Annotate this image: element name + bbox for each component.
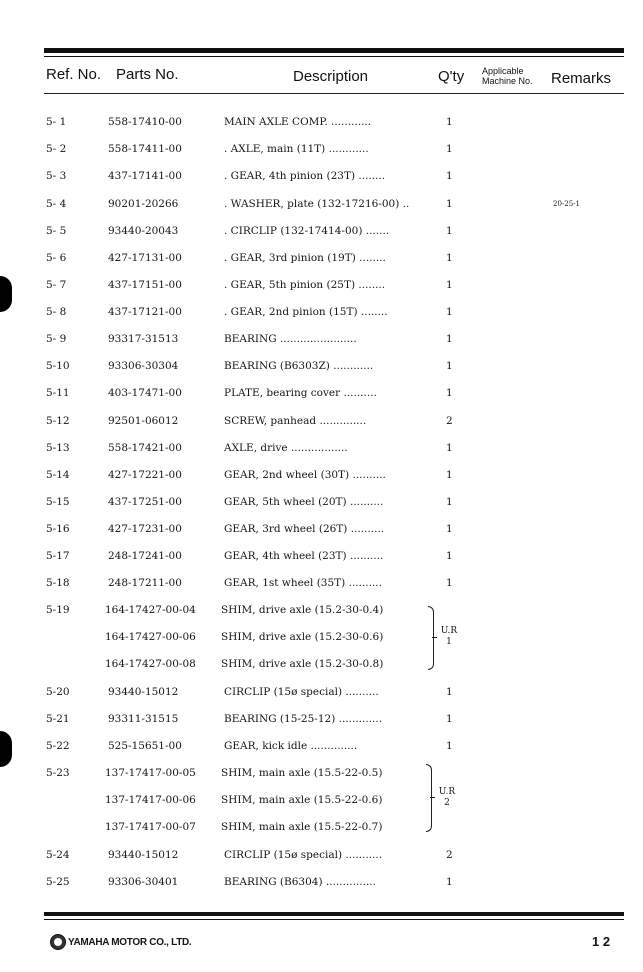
- ref-no-cell: 5- 1: [46, 116, 67, 128]
- ref-no-cell: 5-17: [46, 550, 70, 562]
- parts-no-cell: 164-17427-00-04: [105, 604, 196, 616]
- parts-no-cell: 437-17121-00: [108, 306, 182, 318]
- description-cell: PLATE, bearing cover ..........: [224, 387, 377, 399]
- ref-no-cell: 5- 3: [46, 170, 67, 182]
- description-cell: GEAR, 4th wheel (23T) ..........: [224, 550, 384, 562]
- shim-group-label-1: [438, 626, 460, 648]
- parts-no-cell: 93306-30401: [108, 876, 179, 888]
- qty-cell: 1: [446, 225, 453, 237]
- shim-group-bracket-2-tip: [430, 797, 435, 798]
- description-cell: BEARING (B6304) ...............: [224, 876, 376, 888]
- parts-no-cell: 164-17427-00-08: [105, 658, 196, 670]
- description-cell: GEAR, 3rd wheel (26T) ..........: [224, 523, 385, 535]
- description-cell: BEARING .......................: [224, 333, 357, 345]
- qty-cell: 1: [446, 279, 453, 291]
- description-cell: SHIM, drive axle (15.2-30-0.4): [221, 604, 384, 616]
- qty-cell: 1: [446, 442, 453, 454]
- column-header-description: Description: [293, 68, 369, 85]
- ref-no-cell: 5-15: [46, 496, 70, 508]
- qty-cell: 1: [446, 876, 453, 888]
- header-rule: [44, 93, 624, 94]
- table-row: [0, 765, 643, 781]
- table-row: [0, 548, 643, 564]
- parts-no-cell: 558-17410-00: [108, 116, 182, 128]
- description-cell: BEARING (15-25-12) .............: [224, 713, 383, 725]
- description-cell: AXLE, drive .................: [224, 442, 348, 454]
- page-number: 1 2: [592, 934, 611, 949]
- ref-no-cell: 5- 2: [46, 143, 67, 155]
- top-rule-thin: [44, 56, 624, 57]
- column-header-ref-no: Ref. No.: [46, 66, 102, 83]
- qty-cell: 1: [446, 713, 453, 725]
- qty-cell: 1: [446, 143, 453, 155]
- parts-no-cell: 93440-15012: [108, 686, 179, 698]
- remarks-cell: 20-25-1: [553, 200, 580, 208]
- description-cell: SHIM, drive axle (15.2-30-0.6): [221, 631, 384, 643]
- parts-no-cell: 137-17417-00-05: [105, 767, 196, 779]
- table-row: [0, 819, 643, 835]
- description-cell: BEARING (B6303Z) ............: [224, 360, 374, 372]
- parts-no-cell: 93317-31513: [108, 333, 179, 345]
- ref-no-cell: 5-16: [46, 523, 70, 535]
- ref-no-cell: 5-22: [46, 740, 70, 752]
- qty-cell: 1: [446, 252, 453, 264]
- qty-cell: 1: [446, 198, 453, 210]
- qty-cell: 1: [446, 116, 453, 128]
- table-row: [0, 440, 643, 456]
- description-cell: SHIM, main axle (15.5-22-0.5): [221, 767, 383, 779]
- description-cell: . GEAR, 5th pinion (25T) ........: [224, 279, 386, 291]
- table-row: [0, 629, 643, 645]
- company-logo: [50, 934, 191, 950]
- qty-cell: 2: [446, 415, 453, 427]
- ur-text: U.R: [438, 787, 456, 797]
- qty-cell: 1: [446, 550, 453, 562]
- ref-no-cell: 5-24: [46, 849, 70, 861]
- footer-rule-thin: [44, 919, 624, 920]
- footer-rule-thick: [44, 912, 624, 916]
- ref-no-cell: 5- 5: [46, 225, 67, 237]
- description-cell: CIRCLIP (15ø special) ...........: [224, 849, 383, 861]
- column-header-parts-no: Parts No.: [116, 66, 179, 83]
- ref-no-cell: 5-13: [46, 442, 70, 454]
- parts-no-cell: 92501-06012: [108, 415, 179, 427]
- table-row: [0, 141, 643, 157]
- table-row: [0, 602, 643, 618]
- table-row: [0, 413, 643, 429]
- description-cell: SHIM, main axle (15.5-22-0.7): [221, 821, 383, 833]
- table-row: [0, 684, 643, 700]
- table-row: [0, 656, 643, 672]
- description-cell: GEAR, 5th wheel (20T) ..........: [224, 496, 384, 508]
- table-row: [0, 874, 643, 890]
- table-row: [0, 847, 643, 863]
- table-row: [0, 738, 643, 754]
- parts-no-cell: 90201-20266: [108, 198, 179, 210]
- description-cell: GEAR, kick idle ..............: [224, 740, 358, 752]
- ref-no-cell: 5- 7: [46, 279, 67, 291]
- description-cell: . AXLE, main (11T) ............: [224, 143, 369, 155]
- company-name: YAMAHA MOTOR CO., LTD.: [68, 936, 192, 948]
- parts-no-cell: 427-17231-00: [108, 523, 182, 535]
- table-row: [0, 114, 643, 130]
- parts-no-cell: 437-17251-00: [108, 496, 182, 508]
- parts-no-cell: 437-17141-00: [108, 170, 182, 182]
- parts-no-cell: 403-17471-00: [108, 387, 182, 399]
- shim-group-label-2: [436, 787, 458, 809]
- table-row: [0, 331, 643, 347]
- description-cell: SHIM, main axle (15.5-22-0.6): [221, 794, 383, 806]
- parts-no-cell: 137-17417-00-06: [105, 794, 196, 806]
- ref-no-cell: 5- 4: [46, 198, 67, 210]
- table-row: [0, 521, 643, 537]
- table-row: [0, 277, 643, 293]
- ref-no-cell: 5-23: [46, 767, 70, 779]
- applicable-line-1: Applicable: [482, 66, 524, 76]
- ref-no-cell: 5-11: [46, 387, 70, 399]
- description-cell: GEAR, 2nd wheel (30T) ..........: [224, 469, 386, 481]
- parts-no-cell: 164-17427-00-06: [105, 631, 196, 643]
- parts-no-cell: 137-17417-00-07: [105, 821, 196, 833]
- applicable-line-2: Machine No.: [482, 76, 533, 86]
- description-cell: SHIM, drive axle (15.2-30-0.8): [221, 658, 384, 670]
- table-row: [0, 223, 643, 239]
- parts-no-cell: 93440-15012: [108, 849, 179, 861]
- parts-no-cell: 525-15651-00: [108, 740, 182, 752]
- top-rule-thick: [44, 48, 624, 53]
- qty-cell: 1: [446, 496, 453, 508]
- qty-cell: 1: [446, 740, 453, 752]
- table-row: [0, 168, 643, 184]
- column-header-applicable-machine: [482, 66, 533, 86]
- table-row: [0, 196, 643, 212]
- table-row: [0, 792, 643, 808]
- parts-no-cell: 248-17241-00: [108, 550, 182, 562]
- yamaha-logo-icon: [50, 934, 66, 950]
- parts-no-cell: 558-17421-00: [108, 442, 182, 454]
- parts-no-cell: 93311-31515: [108, 713, 179, 725]
- ref-no-cell: 5-19: [46, 604, 70, 616]
- table-row: [0, 250, 643, 266]
- ref-no-cell: 5- 6: [46, 252, 67, 264]
- description-cell: CIRCLIP (15ø special) ..........: [224, 686, 379, 698]
- column-header-qty: Q'ty: [438, 68, 465, 85]
- ref-no-cell: 5- 9: [46, 333, 67, 345]
- ur-text: U.R: [440, 626, 458, 636]
- qty-cell: 1: [446, 360, 453, 372]
- shim-group-bracket-1: [428, 606, 434, 670]
- ref-no-cell: 5- 8: [46, 306, 67, 318]
- shim-group-bracket-1-tip: [432, 637, 437, 638]
- qty-cell: 2: [446, 849, 453, 861]
- qty-cell: 1: [446, 306, 453, 318]
- parts-no-cell: 93440-20043: [108, 225, 179, 237]
- shim-group-bracket-2: [426, 764, 432, 832]
- parts-no-cell: 248-17211-00: [108, 577, 182, 589]
- qty-cell: 1: [446, 577, 453, 589]
- table-row: [0, 494, 643, 510]
- parts-no-cell: 427-17221-00: [108, 469, 182, 481]
- description-cell: . CIRCLIP (132-17414-00) .......: [224, 225, 390, 237]
- ref-no-cell: 5-14: [46, 469, 70, 481]
- ur-number: 1: [446, 637, 452, 647]
- table-row: [0, 575, 643, 591]
- parts-no-cell: 558-17411-00: [108, 143, 182, 155]
- description-cell: . GEAR, 2nd pinion (15T) ........: [224, 306, 388, 318]
- qty-cell: 1: [446, 469, 453, 481]
- qty-cell: 1: [446, 170, 453, 182]
- description-cell: GEAR, 1st wheel (35T) ..........: [224, 577, 382, 589]
- ur-number: 2: [444, 798, 450, 808]
- parts-no-cell: 437-17151-00: [108, 279, 182, 291]
- description-cell: SCREW, panhead ..............: [224, 415, 367, 427]
- table-row: [0, 711, 643, 727]
- ref-no-cell: 5-25: [46, 876, 70, 888]
- parts-no-cell: 93306-30304: [108, 360, 179, 372]
- table-row: [0, 385, 643, 401]
- description-cell: MAIN AXLE COMP. ............: [224, 116, 372, 128]
- ref-no-cell: 5-10: [46, 360, 70, 372]
- description-cell: . GEAR, 3rd pinion (19T) ........: [224, 252, 386, 264]
- qty-cell: 1: [446, 523, 453, 535]
- table-row: [0, 467, 643, 483]
- column-header-remarks: Remarks: [551, 70, 612, 87]
- qty-cell: 1: [446, 333, 453, 345]
- qty-cell: 1: [446, 686, 453, 698]
- ref-no-cell: 5-20: [46, 686, 70, 698]
- ref-no-cell: 5-21: [46, 713, 70, 725]
- description-cell: . GEAR, 4th pinion (23T) ........: [224, 170, 386, 182]
- table-row: [0, 358, 643, 374]
- parts-no-cell: 427-17131-00: [108, 252, 182, 264]
- qty-cell: 1: [446, 387, 453, 399]
- description-cell: . WASHER, plate (132-17216-00) ..: [224, 198, 410, 210]
- ref-no-cell: 5-18: [46, 577, 70, 589]
- table-row: [0, 304, 643, 320]
- ref-no-cell: 5-12: [46, 415, 70, 427]
